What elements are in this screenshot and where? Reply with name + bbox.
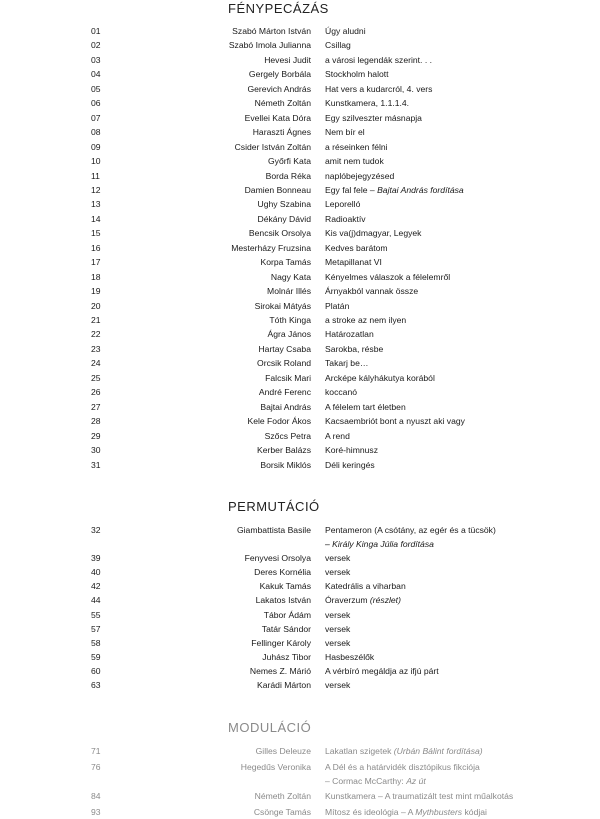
toc-row xyxy=(0,284,600,298)
work-title xyxy=(325,212,366,226)
work-title xyxy=(325,284,418,298)
author-name: Tóth Kinga xyxy=(269,315,311,325)
page-number: 07 xyxy=(91,112,101,123)
page-number: 19 xyxy=(91,286,101,297)
author-name: Lakatos István xyxy=(255,595,311,606)
page-number: 11 xyxy=(91,170,100,181)
work-title xyxy=(325,342,383,356)
toc-row xyxy=(0,356,600,370)
author-name: Németh Zoltán xyxy=(254,791,311,802)
author-name: Bajtai András xyxy=(260,401,311,412)
toc-row xyxy=(0,327,600,341)
work-title xyxy=(325,565,350,579)
author-name: Szabó Imola Julianna xyxy=(228,40,311,51)
work-title xyxy=(325,371,435,385)
page-number: 59 xyxy=(91,651,101,662)
work-title xyxy=(325,270,450,284)
work-title-text: amit nem tudok xyxy=(325,156,384,167)
author-name: Mesterházy Fruzsina xyxy=(231,242,311,253)
work-title-text: A félelem tart életben xyxy=(325,401,406,412)
work-title xyxy=(325,96,409,110)
toc-row xyxy=(0,183,600,197)
toc-row xyxy=(0,458,600,472)
author-name: Deres Kornélia xyxy=(254,567,311,578)
page-number: 31 xyxy=(91,459,101,470)
work-title-text: Mítosz és ideológia – A xyxy=(325,806,416,817)
toc-row xyxy=(0,255,600,269)
author-name: Szőcs Petra xyxy=(264,430,311,441)
work-title-text: Katedrális a viharban xyxy=(325,581,406,592)
page-number: 40 xyxy=(91,567,101,578)
work-title-text: Koré-himnusz xyxy=(325,445,379,456)
work-title-text: versek xyxy=(325,623,351,634)
author-name: Juhász Tibor xyxy=(262,651,311,662)
work-title xyxy=(325,299,349,313)
work-title xyxy=(325,154,384,168)
page-number: 03 xyxy=(91,54,101,65)
page-number: 39 xyxy=(91,553,101,564)
author-name: Korpa Tamás xyxy=(260,257,311,268)
toc-row xyxy=(0,299,600,313)
work-title xyxy=(325,38,351,52)
work-title xyxy=(325,579,406,593)
author-name: Tatár Sándor xyxy=(261,623,311,634)
toc-row xyxy=(0,593,600,607)
author-name: Kerber Balázs xyxy=(257,445,311,456)
page-number: 17 xyxy=(91,257,101,268)
work-title-italic: Bajtai András fordítása xyxy=(377,184,464,195)
toc-row xyxy=(0,400,600,414)
work-title-text: Kacsaembriót bont a nyuszt aki vagy xyxy=(325,416,465,427)
toc-row xyxy=(0,371,600,385)
toc-row xyxy=(0,226,600,240)
work-title xyxy=(325,53,432,67)
work-title xyxy=(325,183,464,197)
work-title xyxy=(325,255,382,269)
work-title-text: Hat vers a kudarcról, 4. vers xyxy=(325,83,433,94)
author-name: Evellei Kata Dóra xyxy=(244,112,311,123)
toc-row xyxy=(0,241,600,255)
page-number: 29 xyxy=(91,430,101,441)
work-title-text: Határozatlan xyxy=(325,329,374,340)
work-title xyxy=(325,678,350,692)
page-number: 14 xyxy=(91,213,101,224)
work-title-text: Nem bír el xyxy=(325,127,365,138)
work-title xyxy=(325,429,350,443)
toc-row xyxy=(0,154,600,168)
toc-row-continuation xyxy=(0,774,600,788)
work-title xyxy=(325,140,388,154)
work-title-continuation xyxy=(325,537,434,551)
work-title-text: A vérbíró megáldja az ifjú párt xyxy=(325,665,439,676)
page-number: 23 xyxy=(91,343,101,354)
work-title-text: Radioaktív xyxy=(325,213,366,224)
toc-row xyxy=(0,212,600,226)
work-title-text: Egy fal fele – xyxy=(325,184,378,195)
page-number: 28 xyxy=(91,416,101,427)
page-number: 21 xyxy=(91,315,101,325)
work-title-text: Hasbeszélők xyxy=(325,651,375,662)
toc-row xyxy=(0,608,600,622)
page-number: 63 xyxy=(91,680,101,690)
work-title xyxy=(325,125,365,139)
work-title xyxy=(325,400,406,414)
page-number: 32 xyxy=(91,525,101,535)
work-title xyxy=(325,443,378,457)
page-number: 58 xyxy=(91,637,101,648)
work-title xyxy=(325,356,368,370)
work-title-text: a városi legendák szerint. . . xyxy=(325,54,432,65)
work-title xyxy=(325,385,357,399)
author-name: Giambattista Basile xyxy=(236,525,311,535)
author-name: Gerevich András xyxy=(247,83,311,94)
page-number: 84 xyxy=(91,791,101,802)
work-title-text: Csillag xyxy=(325,40,351,51)
toc-row xyxy=(0,678,600,692)
work-title xyxy=(325,744,483,758)
work-title-text: a réseinken félni xyxy=(325,141,388,152)
author-name: André Ferenc xyxy=(258,387,311,398)
toc-row-continuation xyxy=(0,537,600,551)
author-name: Fellinger Károly xyxy=(251,637,311,648)
work-title-continuation xyxy=(325,774,426,788)
work-title xyxy=(325,650,374,664)
page-number: 01 xyxy=(91,26,101,36)
page-number: 24 xyxy=(91,358,101,369)
work-title xyxy=(325,760,480,774)
work-title xyxy=(325,241,388,255)
toc-row xyxy=(0,622,600,636)
author-name: Kele Fodor Ákos xyxy=(247,416,311,427)
work-title-text: Úgy aludni xyxy=(325,26,366,36)
page-number: 09 xyxy=(91,141,101,152)
toc-row xyxy=(0,125,600,139)
work-title-text: versek xyxy=(325,609,351,620)
toc-row xyxy=(0,140,600,154)
toc-row xyxy=(0,67,600,81)
toc-row xyxy=(0,169,600,183)
toc-row xyxy=(0,429,600,443)
page-number: 93 xyxy=(91,806,101,817)
toc-row xyxy=(0,38,600,52)
toc-row xyxy=(0,744,600,758)
page-number: 06 xyxy=(91,98,101,109)
page-number: 27 xyxy=(91,401,101,412)
work-title xyxy=(325,608,350,622)
toc-row xyxy=(0,664,600,678)
author-name: Hegedűs Veronika xyxy=(240,761,311,772)
work-title-text: Kényelmes válaszok a félelemről xyxy=(325,271,451,282)
toc-row xyxy=(0,313,600,327)
page-number: 12 xyxy=(91,184,101,195)
author-name: Szabó Márton István xyxy=(232,26,311,36)
toc-row xyxy=(0,24,600,38)
author-name: Haraszti Ágnes xyxy=(252,127,311,138)
toc-row xyxy=(0,111,600,125)
author-name: Kakuk Tamás xyxy=(259,581,311,592)
work-title-text: Pentameron (A csótány, az egér és a tücsök) xyxy=(325,525,496,535)
work-title-text: Platán xyxy=(325,300,350,311)
work-title xyxy=(325,169,394,183)
page-number: 60 xyxy=(91,665,101,676)
work-title-text: A rend xyxy=(325,430,350,441)
continuation-text: – Cormac McCarthy: xyxy=(325,775,407,786)
author-name: Nemes Z. Márió xyxy=(249,665,311,676)
author-name: Falcsik Mari xyxy=(265,372,311,383)
work-title-text: Sarokba, résbe xyxy=(325,343,384,354)
page-number: 71 xyxy=(91,746,101,756)
work-title xyxy=(325,523,496,537)
work-title-text: versek xyxy=(325,553,351,564)
author-name: Borsik Miklós xyxy=(260,459,311,470)
work-title-text: versek xyxy=(325,680,351,690)
work-title xyxy=(325,622,350,636)
work-title xyxy=(325,593,401,607)
work-title xyxy=(325,636,350,650)
toc-row xyxy=(0,96,600,110)
page-number: 57 xyxy=(91,623,101,634)
work-title xyxy=(325,664,439,678)
work-title xyxy=(325,24,366,38)
toc-row xyxy=(0,523,600,537)
work-title xyxy=(325,226,421,240)
section-title: PERMUTÁCIÓ xyxy=(228,499,320,514)
author-name: Gergely Borbála xyxy=(248,69,311,80)
work-title xyxy=(325,111,422,125)
page-number: 30 xyxy=(91,445,101,456)
page-number: 18 xyxy=(91,271,101,282)
work-title-tail: kódjai xyxy=(462,806,487,817)
page-number: 02 xyxy=(91,40,101,51)
toc-row xyxy=(0,443,600,457)
page-number: 05 xyxy=(91,83,101,94)
toc-row xyxy=(0,385,600,399)
work-title xyxy=(325,197,360,211)
toc-row xyxy=(0,414,600,428)
toc-row xyxy=(0,760,600,774)
work-title-text: Árnyakból vannak össze xyxy=(325,286,419,297)
author-name: Gilles Deleuze xyxy=(255,746,311,756)
toc-row xyxy=(0,636,600,650)
work-title-text: versek xyxy=(325,637,351,648)
section-title: FÉNYPECÁZÁS xyxy=(228,1,329,16)
author-name: Karádi Márton xyxy=(257,680,311,690)
author-name: Ughy Szabina xyxy=(257,199,311,210)
page-number: 76 xyxy=(91,761,101,772)
toc-row xyxy=(0,342,600,356)
page-number: 20 xyxy=(91,300,101,311)
work-title-text: Déli keringés xyxy=(325,459,375,470)
work-title-text: A Dél és a határvidék disztópikus fikciója xyxy=(325,761,480,772)
toc-row xyxy=(0,82,600,96)
work-title-text: Metapillanat VI xyxy=(325,257,382,268)
author-name: Damien Bonneau xyxy=(244,184,311,195)
author-name: Tábor Ádám xyxy=(263,609,311,620)
author-name: Dékány Dávid xyxy=(257,213,311,224)
author-name: Csider István Zoltán xyxy=(234,141,311,152)
work-title xyxy=(325,313,406,327)
work-title xyxy=(325,67,389,81)
work-title-text: koccanó xyxy=(325,387,358,398)
toc-row xyxy=(0,197,600,211)
work-title-text: naplóbejegyzésed xyxy=(325,170,395,181)
work-title xyxy=(325,327,374,341)
toc-row xyxy=(0,579,600,593)
page-number: 42 xyxy=(91,581,101,592)
page-number: 22 xyxy=(91,329,101,340)
author-name: Molnár Illés xyxy=(267,286,311,297)
author-name: Hartay Csaba xyxy=(258,343,311,354)
work-title-italic: Mythbusters xyxy=(415,806,463,817)
work-title-italic: (részlet) xyxy=(369,595,401,606)
work-title-text: Arcképe kályhákutya korából xyxy=(325,372,435,383)
work-title-text: Leporelló xyxy=(325,199,361,210)
page-number: 26 xyxy=(91,387,101,398)
work-title-text: Lakatlan szigetek xyxy=(325,746,394,756)
work-title xyxy=(325,414,465,428)
author-name: Ágra János xyxy=(267,329,311,340)
author-name: Bencsik Orsolya xyxy=(248,228,311,239)
work-title-text: Kis va(j)dmagyar, Legyek xyxy=(325,228,422,239)
author-name: Sirokai Mátyás xyxy=(254,300,311,311)
page-number: 15 xyxy=(91,228,101,239)
work-title-text: Kedves barátom xyxy=(325,242,388,253)
page-number: 44 xyxy=(91,595,101,606)
work-title-text: Egy szilveszter másnapja xyxy=(325,112,422,123)
author-name: Csönge Tamás xyxy=(253,806,311,817)
section-title: MODULÁCIÓ xyxy=(228,720,312,735)
work-title-text: versek xyxy=(325,567,351,578)
page-number: 04 xyxy=(91,69,101,80)
work-title-text: Takarj be… xyxy=(325,358,369,369)
author-name: Nagy Kata xyxy=(270,271,311,282)
work-title xyxy=(325,458,375,472)
work-title-text: Kunstkamera, 1.1.1.4. xyxy=(325,98,410,109)
toc-row xyxy=(0,53,600,67)
toc-row xyxy=(0,551,600,565)
toc-row xyxy=(0,565,600,579)
author-name: Hevesi Judit xyxy=(264,54,311,65)
page-number: 16 xyxy=(91,242,101,253)
work-title-text: Stockholm halott xyxy=(325,69,389,80)
work-title-text: Óraverzum xyxy=(325,595,370,606)
page-number: 13 xyxy=(91,199,101,210)
page-number: 25 xyxy=(91,372,101,383)
work-title xyxy=(325,789,513,803)
page-number: 55 xyxy=(91,609,101,620)
author-name: Németh Zoltán xyxy=(254,98,311,109)
author-name: Győrfi Kata xyxy=(268,156,311,167)
work-title xyxy=(325,551,350,565)
toc-row xyxy=(0,789,600,803)
author-name: Orcsik Roland xyxy=(257,358,311,369)
continuation-italic: Az út xyxy=(406,775,426,786)
toc-row xyxy=(0,270,600,284)
continuation-italic: – Király Kinga Júlia fordítása xyxy=(325,539,434,549)
work-title-text: Kunstkamera – A traumatizált test mint műalkotás xyxy=(325,791,514,802)
work-title-italic: (Urbán Bálint fordítása) xyxy=(393,746,483,756)
author-name: Borda Réka xyxy=(265,170,311,181)
author-name: Fenyvesi Orsolya xyxy=(244,553,311,564)
work-title xyxy=(325,82,432,96)
page-number: 08 xyxy=(91,127,101,138)
page-number: 10 xyxy=(91,156,101,167)
work-title-text: a stroke az nem ilyen xyxy=(325,315,407,325)
toc-row xyxy=(0,650,600,664)
